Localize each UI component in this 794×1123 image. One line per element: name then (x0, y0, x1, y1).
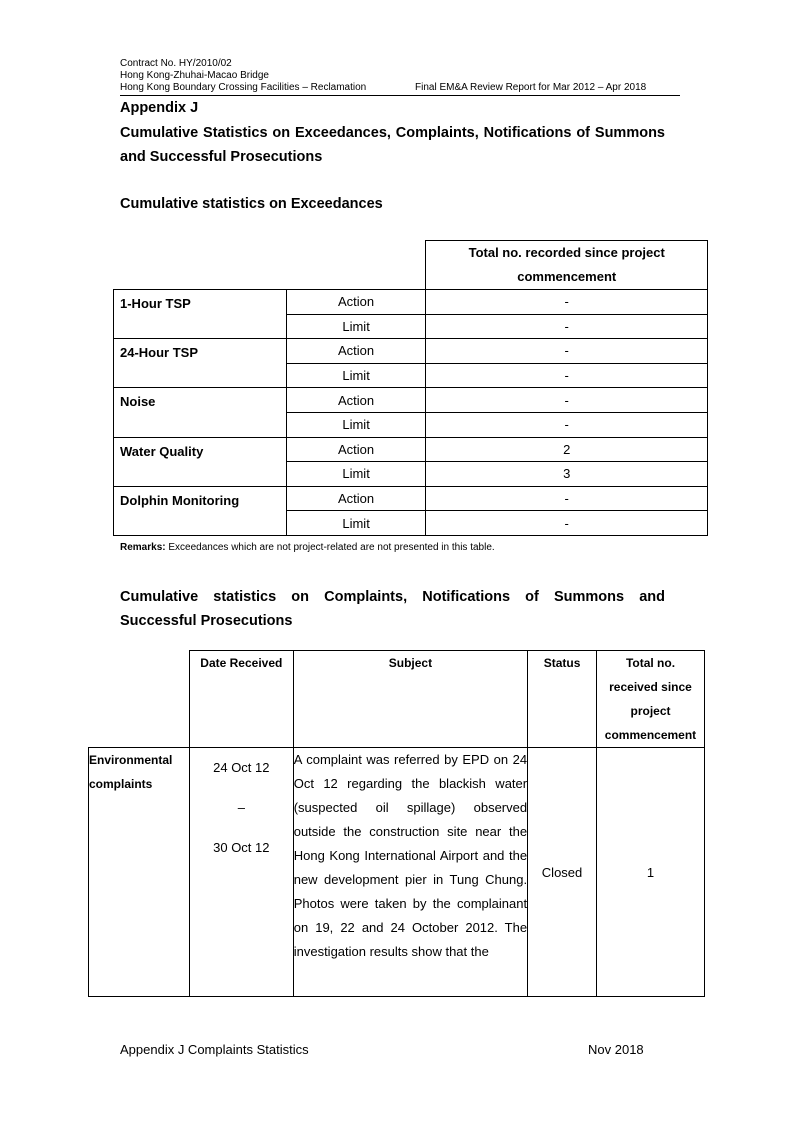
level-label: Limit (286, 314, 426, 339)
section1-heading: Cumulative statistics on Exceedances (120, 196, 383, 212)
header-rule (120, 95, 680, 96)
level-label: Action (286, 290, 426, 315)
exceedances-table (113, 240, 708, 536)
count-value: - (426, 412, 708, 437)
date-from: 24 Oct 12 (213, 760, 270, 775)
date-separator: – (237, 800, 245, 815)
level-label: Action (286, 486, 426, 511)
complaint-status: Closed (528, 748, 597, 997)
footer-left: Appendix J Complaints Statistics (120, 1042, 309, 1057)
category-label: Environmental complaints (89, 748, 190, 997)
param-label: Water Quality (114, 437, 287, 486)
page-title: Cumulative Statistics on Exceedances, Complaints, Notifications of Summons and Successful Prosecutions (120, 125, 665, 165)
appendix-label: Appendix J (120, 100, 199, 116)
col-subject: Subject (293, 651, 527, 748)
col-status: Status (528, 651, 597, 748)
complaint-total: 1 (596, 748, 704, 997)
count-value: - (426, 363, 708, 388)
level-label: Action (286, 339, 426, 364)
col-total: Total no. received since project commencement (596, 651, 704, 748)
complaints-table (88, 650, 705, 997)
complaint-subject: A complaint was referred by EPD on 24 Oct 12 regarding the blackish water (suspected oil spillage) observed outside the construction site near the Hong Kong International Airport and the new development pier in Tung Chung. Photos were taken by the complainant on 19, 22 and 24 October 2012. The investigation results show that the (293, 748, 527, 997)
count-value: - (426, 388, 708, 413)
remarks-text: Exceedances which are not project-related are not presented in this table. (165, 542, 495, 553)
level-label: Action (286, 437, 426, 462)
count-value: 2 (426, 437, 708, 462)
param-label: 1-Hour TSP (114, 290, 287, 339)
section2-heading (120, 585, 665, 633)
level-label: Limit (286, 462, 426, 487)
col-date-received: Date Received (189, 651, 293, 748)
param-label: 24-Hour TSP (114, 339, 287, 388)
date-to: 30 Oct 12 (213, 840, 270, 855)
count-value: - (426, 339, 708, 364)
exceedances-col-header: Total no. recorded since project commencement (426, 241, 708, 290)
param-label: Dolphin Monitoring (114, 486, 287, 535)
level-label: Limit (286, 363, 426, 388)
date-range (189, 748, 293, 997)
header-facility: Hong Kong Boundary Crossing Facilities – Reclamation (120, 82, 367, 93)
header-report: Final EM&A Review Report for Mar 2012 – Apr 2018 (415, 82, 647, 93)
level-label: Limit (286, 412, 426, 437)
header-project: Hong Kong-Zhuhai-Macao Bridge (120, 70, 269, 81)
section2-heading-line2: Successful Prosecutions (120, 613, 293, 629)
level-label: Action (286, 388, 426, 413)
param-label: Noise (114, 388, 287, 437)
count-value: - (426, 314, 708, 339)
count-value: - (426, 486, 708, 511)
section2-heading-line1: Cumulative statistics on Complaints, Notifications of Summons and (120, 589, 665, 605)
count-value: - (426, 511, 708, 536)
remarks-label: Remarks: (120, 542, 166, 553)
header-contract: Contract No. HY/2010/02 (120, 58, 232, 69)
level-label: Limit (286, 511, 426, 536)
remarks (120, 542, 495, 553)
count-value: 3 (426, 462, 708, 487)
footer-right: Nov 2018 (588, 1042, 644, 1057)
count-value: - (426, 290, 708, 315)
